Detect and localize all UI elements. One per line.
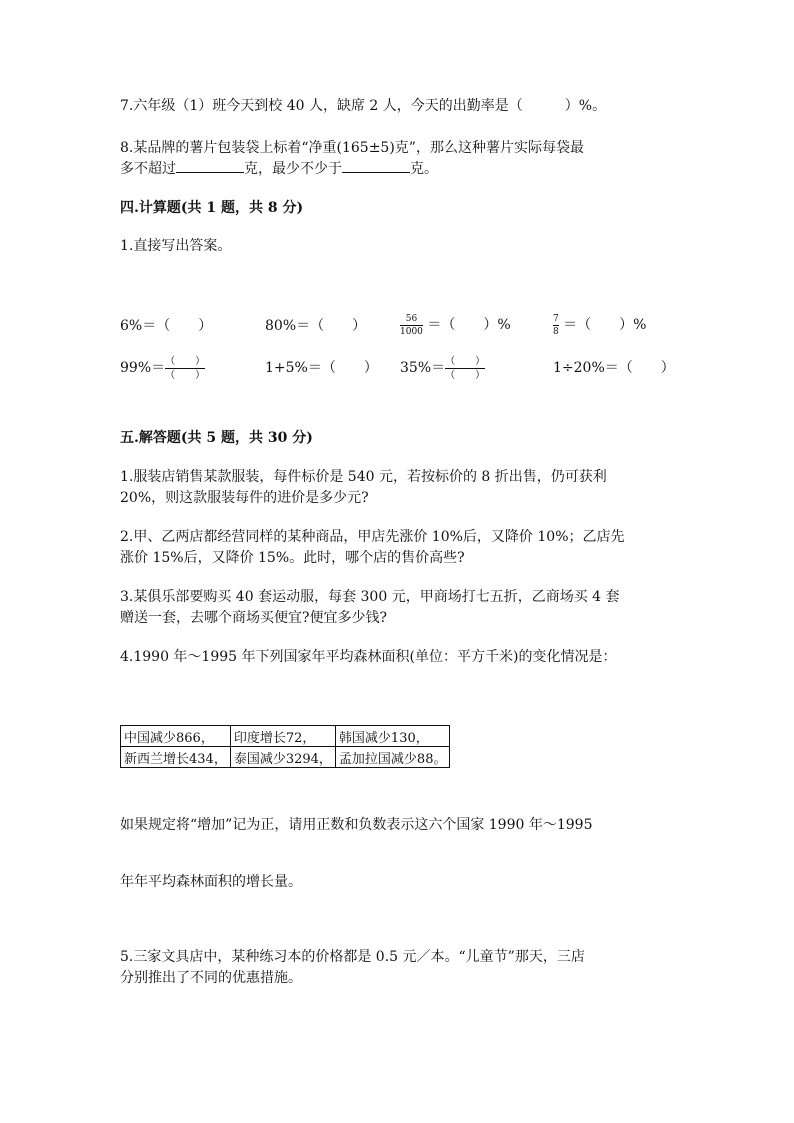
- fraction-numerator: （ ）: [445, 355, 486, 367]
- question-8-text-b: 克，最少不少于: [244, 161, 342, 177]
- calc-item: [120, 355, 205, 381]
- fraction-bar: [165, 368, 205, 369]
- question-4: 4.1990 年～1995 年下列国家年平均森林面积(单位：平方千米)的变化情况是：: [120, 649, 617, 665]
- question-3-line-2: 赠送一套，去哪个商场买便宜?便宜多少钱?: [120, 610, 388, 626]
- question-2-line-2: 涨价 15%后，又降价 15%。此时，哪个店的售价高些?: [120, 550, 465, 566]
- table-row: [121, 747, 450, 768]
- calc-item-prefix: 35%＝: [400, 360, 446, 376]
- forest-change-table: [120, 725, 450, 768]
- calc-item-prefix: 99%＝: [120, 360, 166, 376]
- fraction: [400, 314, 423, 337]
- table-cell: 韩国减少130，: [335, 726, 450, 747]
- fraction-denominator: （ ）: [445, 369, 486, 381]
- question-1-line-2: 20%，则这款服装每件的进价是多少元?: [120, 490, 369, 506]
- question-4-follow-line-1: 如果规定将“增加”记为正，请用正数和负数表示这六个国家 1990 年～1995: [120, 817, 593, 833]
- table-cell: 新西兰增长434，: [121, 747, 231, 768]
- question-8-text-a: 多不超过: [120, 161, 176, 177]
- question-7-text: 7.六年级（1）班今天到校 40 人，缺席 2 人，今天的出勤率是（: [120, 98, 523, 114]
- answer-blank: [342, 158, 410, 173]
- calc-item: 6%＝（ ）: [120, 318, 213, 334]
- calc-item-rest: ＝（ ）%: [422, 317, 511, 333]
- section-5-heading: 五.解答题(共 5 题，共 30 分): [120, 430, 313, 446]
- fraction-denominator: 8: [553, 326, 559, 337]
- fraction-denominator: 1000: [400, 326, 423, 337]
- question-1-line-1: 1.服装店销售某款服装，每件标价是 540 元，若按标价的 8 折出售，仍可获利: [120, 469, 607, 485]
- section-4-heading: 四.计算题(共 1 题，共 8 分): [120, 200, 304, 216]
- question-8-line-1: 8.某品牌的薯片包装袋上标着“净重(165±5)克”，那么这种薯片实际每袋最: [120, 140, 584, 156]
- table-cell: 印度增长72，: [230, 726, 335, 747]
- fraction-bar: [400, 325, 423, 326]
- calc-item: [553, 312, 647, 338]
- table-row: [121, 726, 450, 747]
- question-4-follow-line-2: 年年平均森林面积的增长量。: [120, 874, 302, 890]
- table-cell: 泰国减少3294，: [230, 747, 335, 768]
- fraction-numerator: （ ）: [165, 355, 206, 367]
- question-8-line-2: [120, 158, 438, 179]
- fraction: [165, 356, 205, 381]
- fraction-denominator: （ ）: [165, 369, 206, 381]
- calc-item: [400, 355, 485, 381]
- question-8-text-c: 克。: [410, 161, 438, 177]
- calc-item: 1+5%＝（ ）: [265, 360, 378, 376]
- question-7: [120, 96, 606, 116]
- fraction: [445, 356, 485, 381]
- fraction-bar: [445, 368, 485, 369]
- fraction-numerator: 56: [405, 313, 418, 324]
- table-cell: 孟加拉国减少88。: [335, 747, 450, 768]
- calc-item: [400, 312, 511, 338]
- answer-blank: [176, 158, 244, 173]
- section-4-question-1: 1.直接写出答案。: [120, 238, 232, 254]
- question-5-line-2: 分别推出了不同的优惠措施。: [120, 970, 302, 986]
- question-2-line-1: 2.甲、乙两店都经营同样的某种商品，甲店先涨价 10%后，又降价 10%；乙店先: [120, 529, 625, 545]
- calc-item-rest: ＝（ ）%: [558, 317, 647, 333]
- question-7-suffix: ）%。: [564, 98, 607, 114]
- question-5-line-1: 5.三家文具店中，某种练习本的价格都是 0.5 元／本。“儿童节”那天，三店: [120, 949, 585, 965]
- fraction-numerator: 7: [553, 313, 559, 324]
- table-cell: 中国减少866，: [121, 726, 231, 747]
- calc-item: 80%＝（ ）: [265, 318, 367, 334]
- calc-item: 1÷20%＝（ ）: [553, 360, 675, 376]
- question-3-line-1: 3.某俱乐部要购买 40 套运动服，每套 300 元，甲商场打七五折，乙商场买 4 套: [120, 589, 620, 605]
